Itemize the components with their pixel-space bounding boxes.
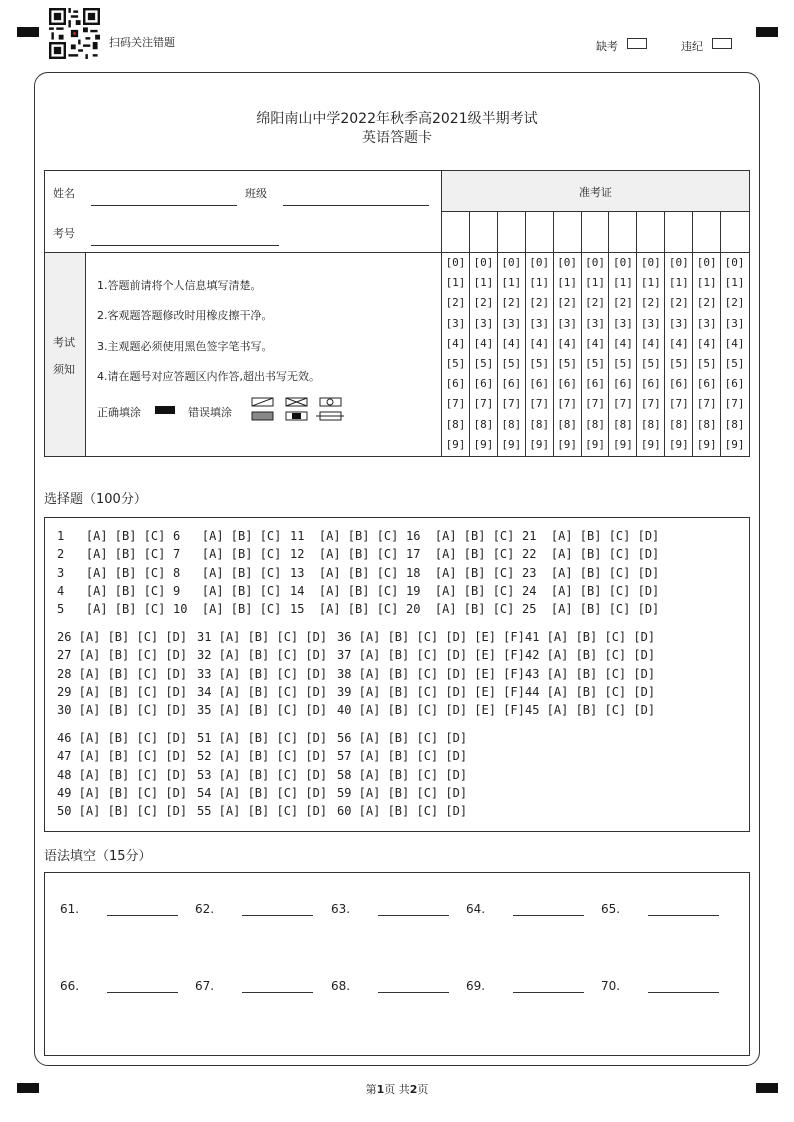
ticket-digit-bubble[interactable]: [3] (501, 316, 522, 330)
grammar-answer-line[interactable] (242, 992, 313, 993)
ticket-digit-bubble[interactable]: [6] (557, 377, 578, 391)
choice-question[interactable]: 37 [A] [B] [C] [D] [E] [F] (337, 648, 525, 663)
ticket-digit-bubble[interactable]: [8] (613, 417, 633, 431)
grammar-answer-line[interactable] (107, 915, 178, 916)
grammar-question-number: 65. (601, 902, 621, 916)
ticket-digit-bubble[interactable]: [3] (473, 316, 494, 330)
choice-question[interactable]: 25 [A] [B] [C] [D] (522, 602, 660, 617)
ticket-digit-bubble[interactable]: [8] (724, 417, 745, 431)
page-number: 1 (376, 1083, 385, 1096)
notice-label-2: 须知 (53, 363, 75, 376)
grammar-answer-line[interactable] (378, 992, 449, 993)
choice-question[interactable]: 22 [A] [B] [C] [D] (522, 547, 660, 562)
ticket-digit-bubble[interactable]: [8] (529, 417, 550, 431)
ticket-digit-bubble[interactable]: [9] (501, 437, 522, 451)
ticket-digit-bubble[interactable]: [2] (640, 296, 661, 310)
choice-question[interactable]: 35 [A] [B] [C] [D] (197, 703, 328, 718)
ticket-digit-bubble[interactable]: [1] (724, 276, 745, 290)
ticket-digit-bubble[interactable]: [7] (724, 397, 745, 411)
ticket-digit-bubble[interactable]: [8] (445, 417, 466, 431)
choice-question[interactable]: 26 [A] [B] [C] [D] (57, 630, 188, 644)
number-label: 考号 (53, 227, 75, 240)
ticket-digit-bubble[interactable]: [0] (724, 256, 745, 269)
ticket-label: 准考证 (579, 186, 612, 199)
grammar-question-number: 63. (331, 902, 351, 916)
table-divider (441, 252, 749, 253)
page-suffix: 页 (417, 1083, 429, 1096)
choice-question[interactable]: 50 [A] [B] [C] [D] (57, 804, 188, 819)
choice-question[interactable]: 14 [A] [B] [C] (290, 583, 399, 598)
absent-checkbox[interactable] (596, 38, 618, 54)
choice-question[interactable]: 24 [A] [B] [C] [D] (522, 583, 660, 598)
choice-question[interactable]: 59 [A] [B] [C] [D] (337, 785, 468, 800)
ticket-digit-bubble[interactable]: [9] (696, 437, 717, 451)
ticket-digit-bubble[interactable]: [8] (668, 417, 689, 431)
ticket-digit-bubble[interactable]: [2] (529, 296, 550, 310)
name-field[interactable] (91, 205, 237, 206)
ticket-digit-bubble[interactable]: [4] (585, 336, 605, 350)
ticket-digit-bubble[interactable]: [0] (613, 256, 633, 269)
ticket-digit-bubble[interactable]: [9] (473, 437, 494, 451)
choice-question[interactable]: 21 [A] [B] [C] [D] (522, 529, 660, 543)
ticket-digit-bubble[interactable]: [5] (640, 357, 661, 370)
ticket-digit-bubble[interactable]: [2] (668, 296, 689, 310)
ticket-digit-bubble[interactable]: [5] (585, 357, 605, 370)
grammar-answer-line[interactable] (648, 992, 719, 993)
choice-question[interactable]: 44 [A] [B] [C] [D] (525, 684, 656, 699)
table-divider (441, 211, 749, 212)
ticket-digit-bubble[interactable]: [1] (613, 276, 633, 290)
ticket-digit-bubble[interactable]: [3] (696, 316, 717, 330)
ticket-digit-bubble[interactable]: [5] (501, 357, 522, 370)
ticket-digit-bubble[interactable]: [4] (501, 336, 522, 350)
ticket-digit-bubble[interactable]: [1] (585, 276, 605, 290)
ticket-digit-bubble[interactable]: [3] (640, 316, 661, 330)
ticket-digit-bubble[interactable]: [4] (724, 336, 745, 350)
choice-question[interactable]: 12 [A] [B] [C] (290, 547, 399, 562)
choice-question[interactable]: 60 [A] [B] [C] [D] (337, 804, 468, 819)
choice-question[interactable]: 13 [A] [B] [C] (290, 565, 399, 580)
ticket-digit-bubble[interactable]: [3] (613, 316, 633, 330)
ticket-digit-bubble[interactable]: [9] (529, 437, 550, 451)
sheet-title: 英语答题卡 (362, 130, 432, 146)
grammar-question-number: 62. (195, 902, 215, 916)
choice-question[interactable]: 46 [A] [B] [C] [D] (57, 731, 188, 745)
ticket-digit-bubble[interactable]: [6] (445, 377, 466, 391)
absent-box[interactable] (627, 38, 647, 49)
student-info-table (44, 170, 750, 457)
ticket-digit-bubble[interactable]: [5] (557, 357, 578, 370)
ticket-digit-bubble[interactable]: [5] (613, 357, 633, 370)
ticket-digit-bubble[interactable]: [1] (696, 276, 717, 290)
choice-question[interactable]: 3 [A] [B] [C] (57, 565, 166, 580)
ticket-digit-bubble[interactable]: [2] (557, 296, 578, 310)
ticket-digit-bubble[interactable]: [2] (613, 296, 633, 310)
ticket-digit-bubble[interactable]: [9] (668, 437, 689, 451)
choice-question[interactable]: 38 [A] [B] [C] [D] [E] [F] (337, 666, 525, 681)
choice-question[interactable]: 8 [A] [B] [C] (173, 565, 282, 580)
ticket-digit-bubble[interactable]: [1] (668, 276, 689, 290)
ticket-digit-bubble[interactable]: [4] (668, 336, 689, 350)
correct-fill-example (155, 406, 175, 414)
ticket-digit-bubble[interactable]: [5] (529, 357, 550, 370)
ticket-digit-bubble[interactable]: [6] (501, 377, 522, 391)
ticket-digit-bubble[interactable]: [8] (696, 417, 717, 431)
ticket-digit-bubble[interactable]: [3] (585, 316, 605, 330)
ticket-digit-bubble[interactable]: [7] (501, 397, 522, 411)
grammar-answer-box (44, 872, 750, 1056)
ticket-digit-bubble[interactable]: [3] (724, 316, 745, 330)
notice-item: 4.请在题号对应答题区内作答,超出书写无效。 (97, 370, 320, 383)
ticket-digit-bubble[interactable]: [1] (473, 276, 494, 290)
choice-question[interactable]: 19 [A] [B] [C] (406, 583, 515, 598)
grammar-answer-line[interactable] (513, 915, 584, 916)
grammar-answer-line[interactable] (648, 915, 719, 916)
choice-question[interactable]: 4 [A] [B] [C] (57, 583, 166, 598)
notice-item: 2.客观题答题修改时用橡皮擦干净。 (97, 309, 273, 322)
notice-label-cell (45, 253, 85, 456)
ticket-digit-bubble[interactable]: [8] (640, 417, 661, 431)
violation-label: 违纪 (681, 40, 703, 53)
choice-question[interactable]: 29 [A] [B] [C] [D] (57, 684, 188, 699)
grammar-question-number: 67. (195, 979, 215, 993)
ticket-digit-bubble[interactable]: [6] (585, 377, 605, 391)
ticket-digit-bubble[interactable]: [9] (557, 437, 578, 451)
ticket-digit-bubble[interactable]: [4] (640, 336, 661, 350)
ticket-digit-bubble[interactable]: [7] (445, 397, 466, 411)
notice-label-1: 考试 (53, 336, 75, 349)
ticket-digit-bubble[interactable]: [1] (640, 276, 661, 290)
ticket-digit-bubble[interactable]: [4] (445, 336, 466, 350)
choice-heading: 选择题（100分） (44, 492, 147, 507)
choice-question[interactable]: 58 [A] [B] [C] [D] (337, 767, 468, 782)
ticket-digit-bubble[interactable]: [4] (696, 336, 717, 350)
choice-question[interactable]: 39 [A] [B] [C] [D] [E] [F] (337, 684, 525, 699)
ticket-digit-bubble[interactable]: [6] (613, 377, 633, 391)
choice-question[interactable]: 16 [A] [B] [C] (406, 529, 515, 543)
choice-question[interactable]: 43 [A] [B] [C] [D] (525, 666, 656, 681)
page-prefix: 第 (365, 1083, 377, 1096)
ticket-digit-bubble[interactable]: [5] (724, 357, 745, 370)
ticket-digit-bubble[interactable]: [9] (640, 437, 661, 451)
choice-question[interactable]: 10 [A] [B] [C] (173, 602, 282, 617)
ticket-digit-bubble[interactable]: [2] (473, 296, 494, 310)
ticket-digit-bubble[interactable]: [9] (724, 437, 745, 451)
grammar-question-number: 69. (466, 979, 486, 993)
table-divider (441, 171, 442, 456)
choice-question[interactable]: 56 [A] [B] [C] [D] (337, 731, 468, 745)
ticket-digit-bubble[interactable]: [7] (696, 397, 717, 411)
ticket-digit-bubble[interactable]: [5] (668, 357, 689, 370)
grammar-heading: 语法填空（15分） (44, 849, 152, 864)
choice-question[interactable]: 15 [A] [B] [C] (290, 602, 399, 617)
ticket-digit-bubble[interactable]: [1] (529, 276, 550, 290)
grammar-question-number: 70. (601, 979, 621, 993)
ticket-digit-bubble[interactable]: [8] (501, 417, 522, 431)
choice-question[interactable]: 41 [A] [B] [C] [D] (525, 630, 656, 644)
choice-question[interactable]: 48 [A] [B] [C] [D] (57, 767, 188, 782)
ticket-digit-bubble[interactable]: [3] (445, 316, 466, 330)
choice-question[interactable]: 40 [A] [B] [C] [D] [E] [F] (337, 703, 525, 718)
notice-item: 1.答题前请将个人信息填写清楚。 (97, 279, 262, 292)
number-field[interactable] (91, 245, 279, 246)
choice-question[interactable]: 55 [A] [B] [C] [D] (197, 804, 328, 819)
choice-question[interactable]: 23 [A] [B] [C] [D] (522, 565, 660, 580)
page-mid: 页 共 (384, 1083, 410, 1096)
ticket-digit-bubble[interactable]: [6] (640, 377, 661, 391)
ticket-digit-bubble[interactable]: [4] (557, 336, 578, 350)
ticket-digit-bubble[interactable]: [0] (557, 256, 578, 269)
choice-question[interactable]: 28 [A] [B] [C] [D] (57, 666, 188, 681)
grammar-answer-line[interactable] (513, 992, 584, 993)
ticket-digit-bubble[interactable]: [0] (445, 256, 466, 269)
choice-question[interactable]: 30 [A] [B] [C] [D] (57, 703, 188, 718)
choice-question[interactable]: 27 [A] [B] [C] [D] (57, 648, 188, 663)
ticket-digit-bubble[interactable]: [3] (557, 316, 578, 330)
choice-question[interactable]: 20 [A] [B] [C] (406, 602, 515, 617)
qr-label: 扫码关注错题 (109, 36, 175, 49)
ticket-digit-bubble[interactable]: [6] (724, 377, 745, 391)
choice-question[interactable]: 57 [A] [B] [C] [D] (337, 749, 468, 764)
ticket-digit-bubble[interactable]: [2] (696, 296, 717, 310)
choice-question[interactable]: 49 [A] [B] [C] [D] (57, 785, 188, 800)
wrong-fill-label: 错误填涂 (188, 406, 232, 419)
ticket-digit-bubble[interactable]: [1] (557, 276, 578, 290)
ticket-digit-bubble[interactable]: [8] (473, 417, 494, 431)
choice-question[interactable]: 42 [A] [B] [C] [D] (525, 648, 656, 663)
grammar-question-number: 66. (60, 979, 80, 993)
choice-question[interactable]: 47 [A] [B] [C] [D] (57, 749, 188, 764)
ticket-digit-bubble[interactable]: [0] (640, 256, 661, 269)
ticket-digit-bubble[interactable]: [1] (501, 276, 522, 290)
ticket-digit-bubble[interactable]: [0] (585, 256, 605, 269)
choice-question[interactable]: 5 [A] [B] [C] (57, 602, 166, 617)
ticket-digit-bubble[interactable]: [6] (529, 377, 550, 391)
ticket-digit-bubble[interactable]: [5] (696, 357, 717, 370)
class-label: 班级 (245, 187, 267, 200)
ticket-digit-bubble[interactable]: [4] (473, 336, 494, 350)
ticket-digit-bubble[interactable]: [3] (668, 316, 689, 330)
grammar-answer-line[interactable] (378, 915, 449, 916)
ticket-digit-bubble[interactable]: [0] (473, 256, 494, 269)
ticket-digit-bubble[interactable]: [0] (501, 256, 522, 269)
choice-question[interactable]: 7 [A] [B] [C] (173, 547, 282, 562)
grammar-question-number: 68. (331, 979, 351, 993)
ticket-digit-bubble[interactable]: [7] (668, 397, 689, 411)
ticket-digit-bubble[interactable]: [3] (529, 316, 550, 330)
alignment-mark-top-left (17, 27, 39, 37)
ticket-digit-bubble[interactable]: [6] (696, 377, 717, 391)
table-divider (45, 252, 441, 253)
ticket-digit-bubble[interactable]: [5] (445, 357, 466, 370)
ticket-digit-bubble[interactable]: [2] (501, 296, 522, 310)
ticket-digit-bubble[interactable]: [8] (557, 417, 578, 431)
table-divider (85, 252, 86, 456)
choice-question[interactable]: 9 [A] [B] [C] (173, 583, 282, 598)
choice-question[interactable]: 52 [A] [B] [C] [D] (197, 749, 328, 764)
wrong-fill-example-icon (250, 396, 344, 428)
ticket-digit-bubble[interactable]: [7] (473, 397, 494, 411)
choice-question[interactable]: 45 [A] [B] [C] [D] (525, 703, 656, 718)
ticket-digit-bubble[interactable]: [6] (668, 377, 689, 391)
choice-question[interactable]: 6 [A] [B] [C] (173, 529, 282, 543)
grammar-question-number: 61. (60, 902, 80, 916)
choice-question[interactable]: 53 [A] [B] [C] [D] (197, 767, 328, 782)
ticket-digit-bubble[interactable]: [7] (557, 397, 578, 411)
qr-code-icon (49, 8, 100, 59)
class-field[interactable] (283, 205, 429, 206)
ticket-digit-bubble[interactable]: [6] (473, 377, 494, 391)
choice-question[interactable]: 54 [A] [B] [C] [D] (197, 785, 328, 800)
choice-question[interactable]: 31 [A] [B] [C] [D] (197, 630, 328, 644)
choice-question[interactable]: 34 [A] [B] [C] [D] (197, 684, 328, 699)
ticket-digit-bubble[interactable]: [0] (668, 256, 689, 269)
ticket-digit-bubble[interactable]: [7] (585, 397, 605, 411)
choice-question[interactable]: 2 [A] [B] [C] (57, 547, 166, 562)
ticket-digit-bubble[interactable]: [7] (529, 397, 550, 411)
ticket-digit-bubble[interactable]: [2] (445, 296, 466, 310)
ticket-digit-bubble[interactable]: [9] (585, 437, 605, 451)
ticket-digit-bubble[interactable]: [2] (585, 296, 605, 310)
absent-label: 缺考 (596, 40, 618, 53)
ticket-digit-bubble[interactable]: [9] (445, 437, 466, 451)
choice-question[interactable]: 1 [A] [B] [C] (57, 529, 166, 543)
choice-question[interactable]: 17 [A] [B] [C] (406, 547, 515, 562)
violation-checkbox[interactable] (681, 38, 703, 54)
ticket-digit-bubble[interactable]: [4] (613, 336, 633, 350)
choice-question[interactable]: 18 [A] [B] [C] (406, 565, 515, 580)
ticket-digit-bubble[interactable]: [0] (696, 256, 717, 269)
grammar-answer-line[interactable] (242, 915, 313, 916)
ticket-digit-bubble[interactable]: [9] (613, 437, 633, 451)
choice-question[interactable]: 33 [A] [B] [C] [D] (197, 666, 328, 681)
ticket-digit-bubble[interactable]: [2] (724, 296, 745, 310)
choice-question[interactable]: 51 [A] [B] [C] [D] (197, 731, 328, 745)
correct-fill-label: 正确填涂 (97, 406, 141, 419)
name-label: 姓名 (53, 187, 75, 200)
ticket-digit-bubble[interactable]: [0] (529, 256, 550, 269)
grammar-question-number: 64. (466, 902, 486, 916)
exam-title: 绵阳南山中学2022年秋季高2021级半期考试 (256, 111, 538, 127)
grammar-answer-line[interactable] (107, 992, 178, 993)
page-total: 2 (409, 1083, 418, 1096)
ticket-digit-bubble[interactable]: [8] (585, 417, 605, 431)
ticket-digit-bubble[interactable]: [4] (529, 336, 550, 350)
alignment-mark-top-right (756, 27, 778, 37)
ticket-digit-bubble[interactable]: [7] (613, 397, 633, 411)
ticket-digit-bubble[interactable]: [1] (445, 276, 466, 290)
ticket-digit-bubble[interactable]: [5] (473, 357, 494, 370)
ticket-digit-bubble[interactable]: [7] (640, 397, 661, 411)
violation-box[interactable] (712, 38, 732, 49)
choice-question[interactable]: 11 [A] [B] [C] (290, 529, 399, 543)
notice-item: 3.主观题必须使用黑色签字笔书写。 (97, 340, 273, 353)
choice-question[interactable]: 36 [A] [B] [C] [D] [E] [F] (337, 630, 525, 644)
page-indicator (0, 1081, 794, 1097)
choice-question[interactable]: 32 [A] [B] [C] [D] (197, 648, 328, 663)
